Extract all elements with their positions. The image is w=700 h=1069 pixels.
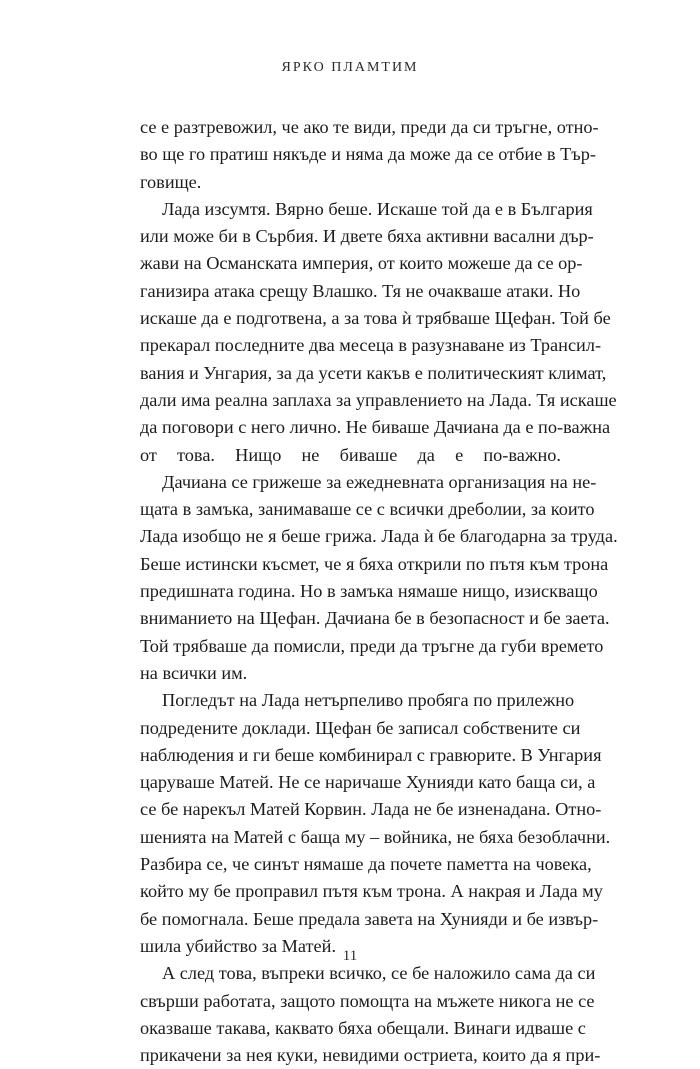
text-line: щата в замъка, занимаваше се с всички дреболии, за които <box>140 499 595 520</box>
text-line: шенията на Матей с баща му – войника, не бяха безоблачни. <box>140 826 611 847</box>
text-line: подредените доклади. Щефан бе записал собствените си <box>140 717 581 738</box>
text-line: вания и Унгария, за да усети какъв е политическият климат, <box>140 362 607 383</box>
text-line: прикачени за нея куки, невидими остриета, които да я при- <box>140 1045 601 1066</box>
text-line: наблюдения и ги беше комбинирал с гравюрите. В Унгария <box>140 744 602 765</box>
text-line: Погледът на Лада нетърпеливо пробяга по прилежно <box>162 690 575 711</box>
running-head: ЯРКО ПЛАМТИМ <box>281 60 419 75</box>
text-line: ганизира атака срещу Влашко. Тя не очакваше атаки. Но <box>140 280 581 301</box>
paragraph-1 <box>140 114 599 196</box>
text-line: царуваше Матей. Не се наричаше Хунияди като баща си, а <box>140 772 596 793</box>
text-line: Дачиана се грижеше за ежедневната организация на не- <box>162 471 597 492</box>
paragraph-3 <box>140 469 618 687</box>
text-line: жави на Османската империя, от които можеше да се ор- <box>140 253 583 274</box>
text-line: во ще го пратиш някъде и няма да може да се отбие в Тър- <box>140 144 596 165</box>
text-line: шила убийство за Матей. <box>140 935 337 956</box>
text-line: А след това, въпреки всичко, се бе наложило сама да си <box>162 963 596 984</box>
text-line: който му бе проправил пътя към трона. А накрая и Лада му <box>140 881 603 902</box>
text-line: на всички им. <box>140 662 248 683</box>
paragraph-4 <box>140 687 611 960</box>
text-line: говище. <box>140 171 202 192</box>
text-line: се е разтревожил, че ако те види, преди да си тръгне, отно- <box>140 117 599 137</box>
text-line: се бе нарекъл Матей Корвин. Лада не бе изненадана. Отно- <box>140 799 602 820</box>
text-line: Лада изсумтя. Вярно беше. Искаше той да е в България <box>162 198 593 219</box>
text-line: предишната година. Но в замъка нямаше нищо, изискващо <box>140 581 598 602</box>
text-line: Разбира се, че синът нямаше да почете паметта на човека, <box>140 854 592 875</box>
text-line: Той трябваше да помисли, преди да тръгне да губи времето <box>140 635 604 656</box>
page-number: 11 <box>342 948 358 964</box>
text-line: вниманието на Щефан. Дачиана бе в безопасност и бе заета. <box>140 608 610 629</box>
text-line: или може би в Сърбия. И двете бяха активни васални дър- <box>140 226 594 247</box>
text-line: дали има реална заплаха за управлението на Лада. Тя искаше <box>140 389 617 410</box>
body-text <box>140 114 618 1069</box>
paragraph-2 <box>140 196 617 469</box>
text-line: прекарал последните два месеца в разузнаване из Трансил- <box>140 335 602 356</box>
text-line: от това. Нищо не биваше да е по-важно. <box>140 444 561 465</box>
paragraph-5 <box>140 960 601 1069</box>
text-line: оказваше такава, каквато бяха обещали. Винаги идваше с <box>140 1017 586 1038</box>
text-line: Лада изобщо не я беше грижа. Лада ѝ бе благодарна за труда. <box>140 526 618 547</box>
text-line: искаше да е подготвена, а за това ѝ трябваше Щефан. Той бе <box>140 308 611 329</box>
text-line: да поговори с него лично. Не биваше Дачиана да е по-важна <box>140 417 611 438</box>
text-line: свърши работата, защото помощта на мъжете никога не се <box>140 990 595 1011</box>
text-line: бе помогнала. Беше предала завета на Хунияди и бе извър- <box>140 908 599 929</box>
text-line: Беше истински късмет, че я бяха открили по пътя към трона <box>140 553 609 574</box>
